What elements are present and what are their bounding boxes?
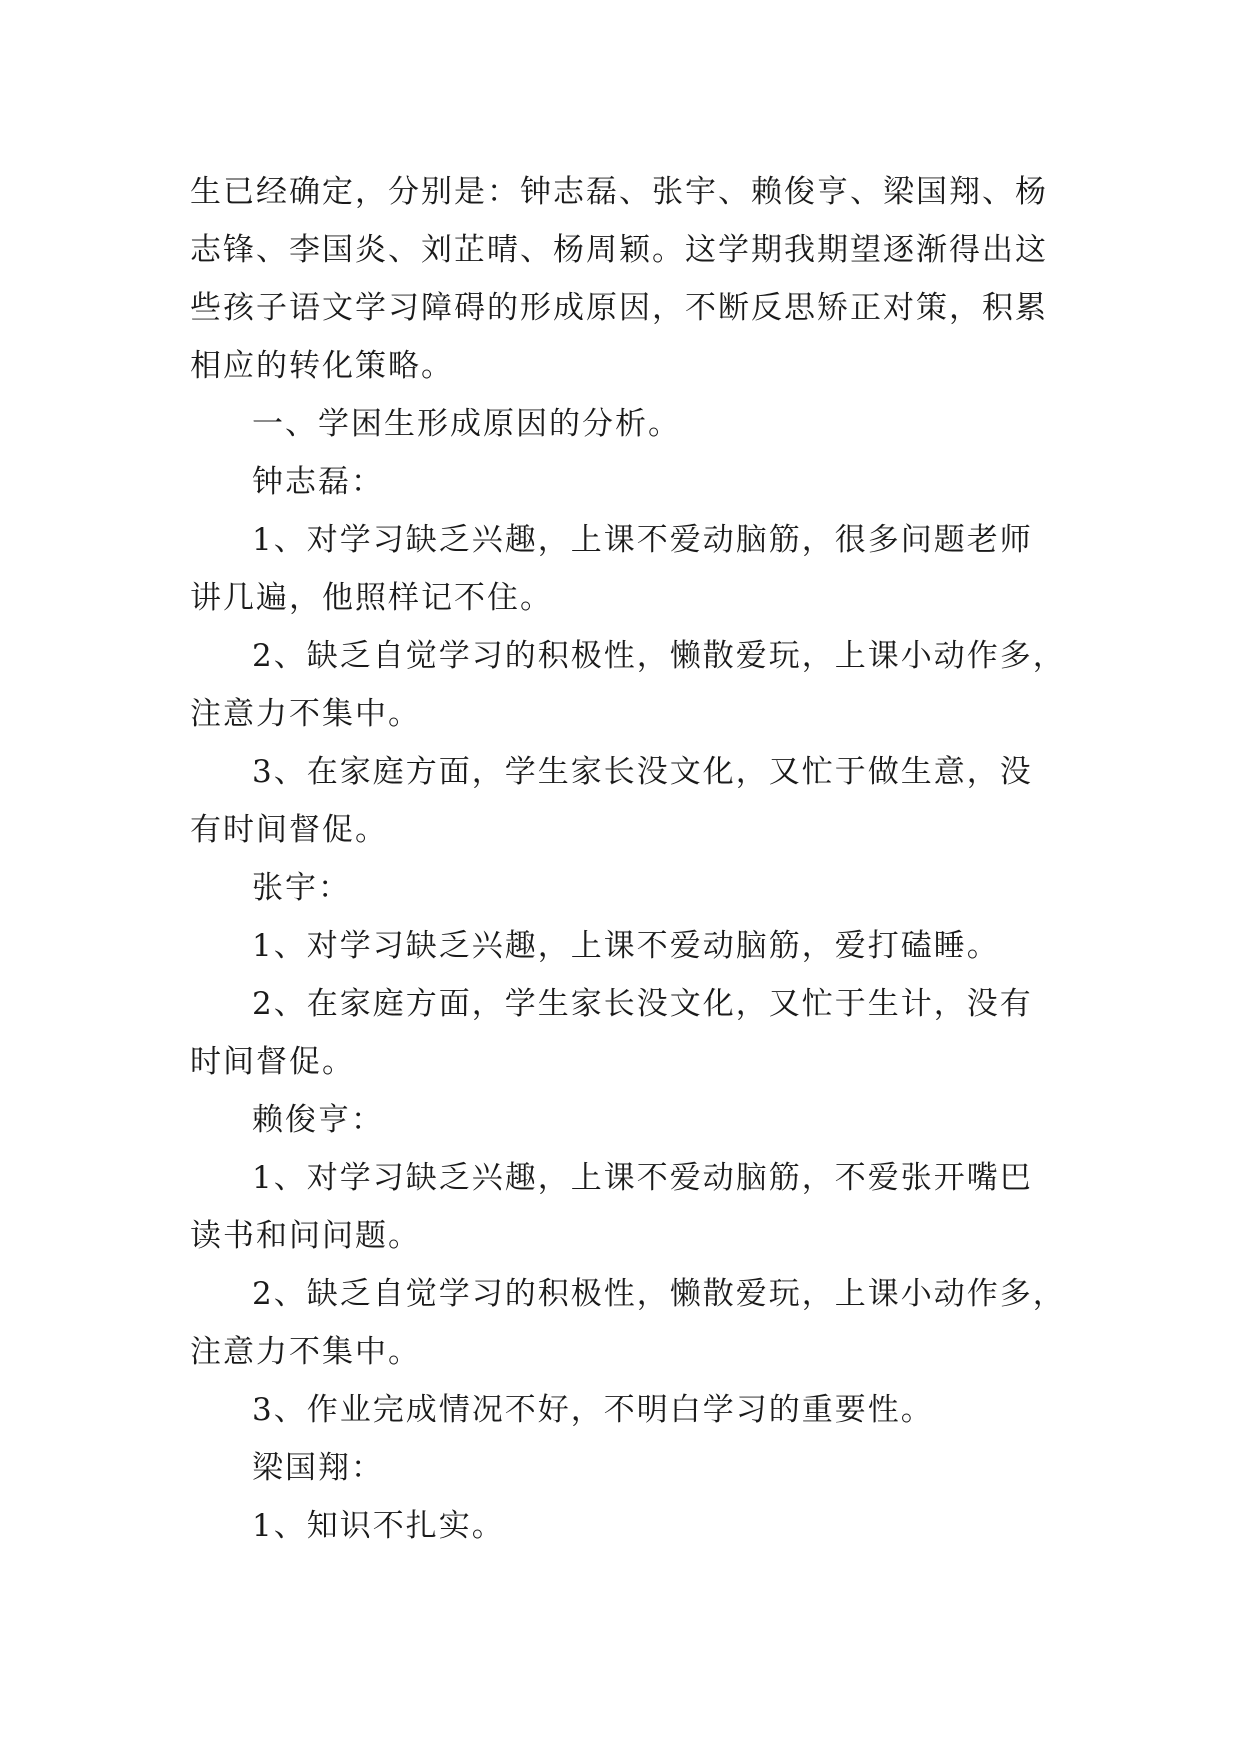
text-line: 1、知识不扎实。 — [252, 1508, 505, 1544]
text-line: 1、对学习缺乏兴趣，上课不爱动脑筋，爱打磕睡。 — [252, 928, 1000, 964]
text-line: 2、缺乏自觉学习的积极性，懒散爱玩，上课小动作多， — [252, 1276, 1066, 1312]
text-line: 注意力不集中。 — [190, 1334, 421, 1370]
text-line: 讲几遍，他照样记不住。 — [190, 580, 553, 616]
document-body — [190, 163, 1066, 1555]
student-name: 钟志磊： — [252, 464, 384, 500]
text-line: 读书和问问题。 — [190, 1218, 421, 1254]
text-line: 相应的转化策略。 — [190, 348, 454, 384]
text-line: 3、在家庭方面，学生家长没文化，又忙于做生意，没 — [252, 754, 1033, 790]
section-heading: 一、学困生形成原因的分析。 — [252, 406, 681, 442]
text-line: 2、缺乏自觉学习的积极性，懒散爱玩，上课小动作多， — [252, 638, 1066, 674]
student-name: 张宇： — [252, 870, 351, 906]
student-name: 梁国翔： — [252, 1450, 384, 1486]
text-line: 生已经确定，分别是：钟志磊、张宇、赖俊亨、梁国翔、杨 — [190, 174, 1048, 210]
text-line: 时间督促。 — [190, 1044, 355, 1080]
text-line: 2、在家庭方面，学生家长没文化，又忙于生计，没有 — [252, 986, 1033, 1022]
text-line: 有时间督促。 — [190, 812, 388, 848]
text-line: 3、作业完成情况不好，不明白学习的重要性。 — [252, 1392, 934, 1428]
text-line: 些孩子语文学习障碍的形成原因，不断反思矫正对策，积累 — [190, 290, 1048, 326]
student-name: 赖俊亨： — [252, 1102, 384, 1138]
text-line: 1、对学习缺乏兴趣，上课不爱动脑筋，不爱张开嘴巴 — [252, 1160, 1033, 1196]
text-line: 1、对学习缺乏兴趣，上课不爱动脑筋，很多问题老师 — [252, 522, 1033, 558]
text-line: 注意力不集中。 — [190, 696, 421, 732]
text-line: 志锋、李国炎、刘芷晴、杨周颖。这学期我期望逐渐得出这 — [190, 232, 1048, 268]
